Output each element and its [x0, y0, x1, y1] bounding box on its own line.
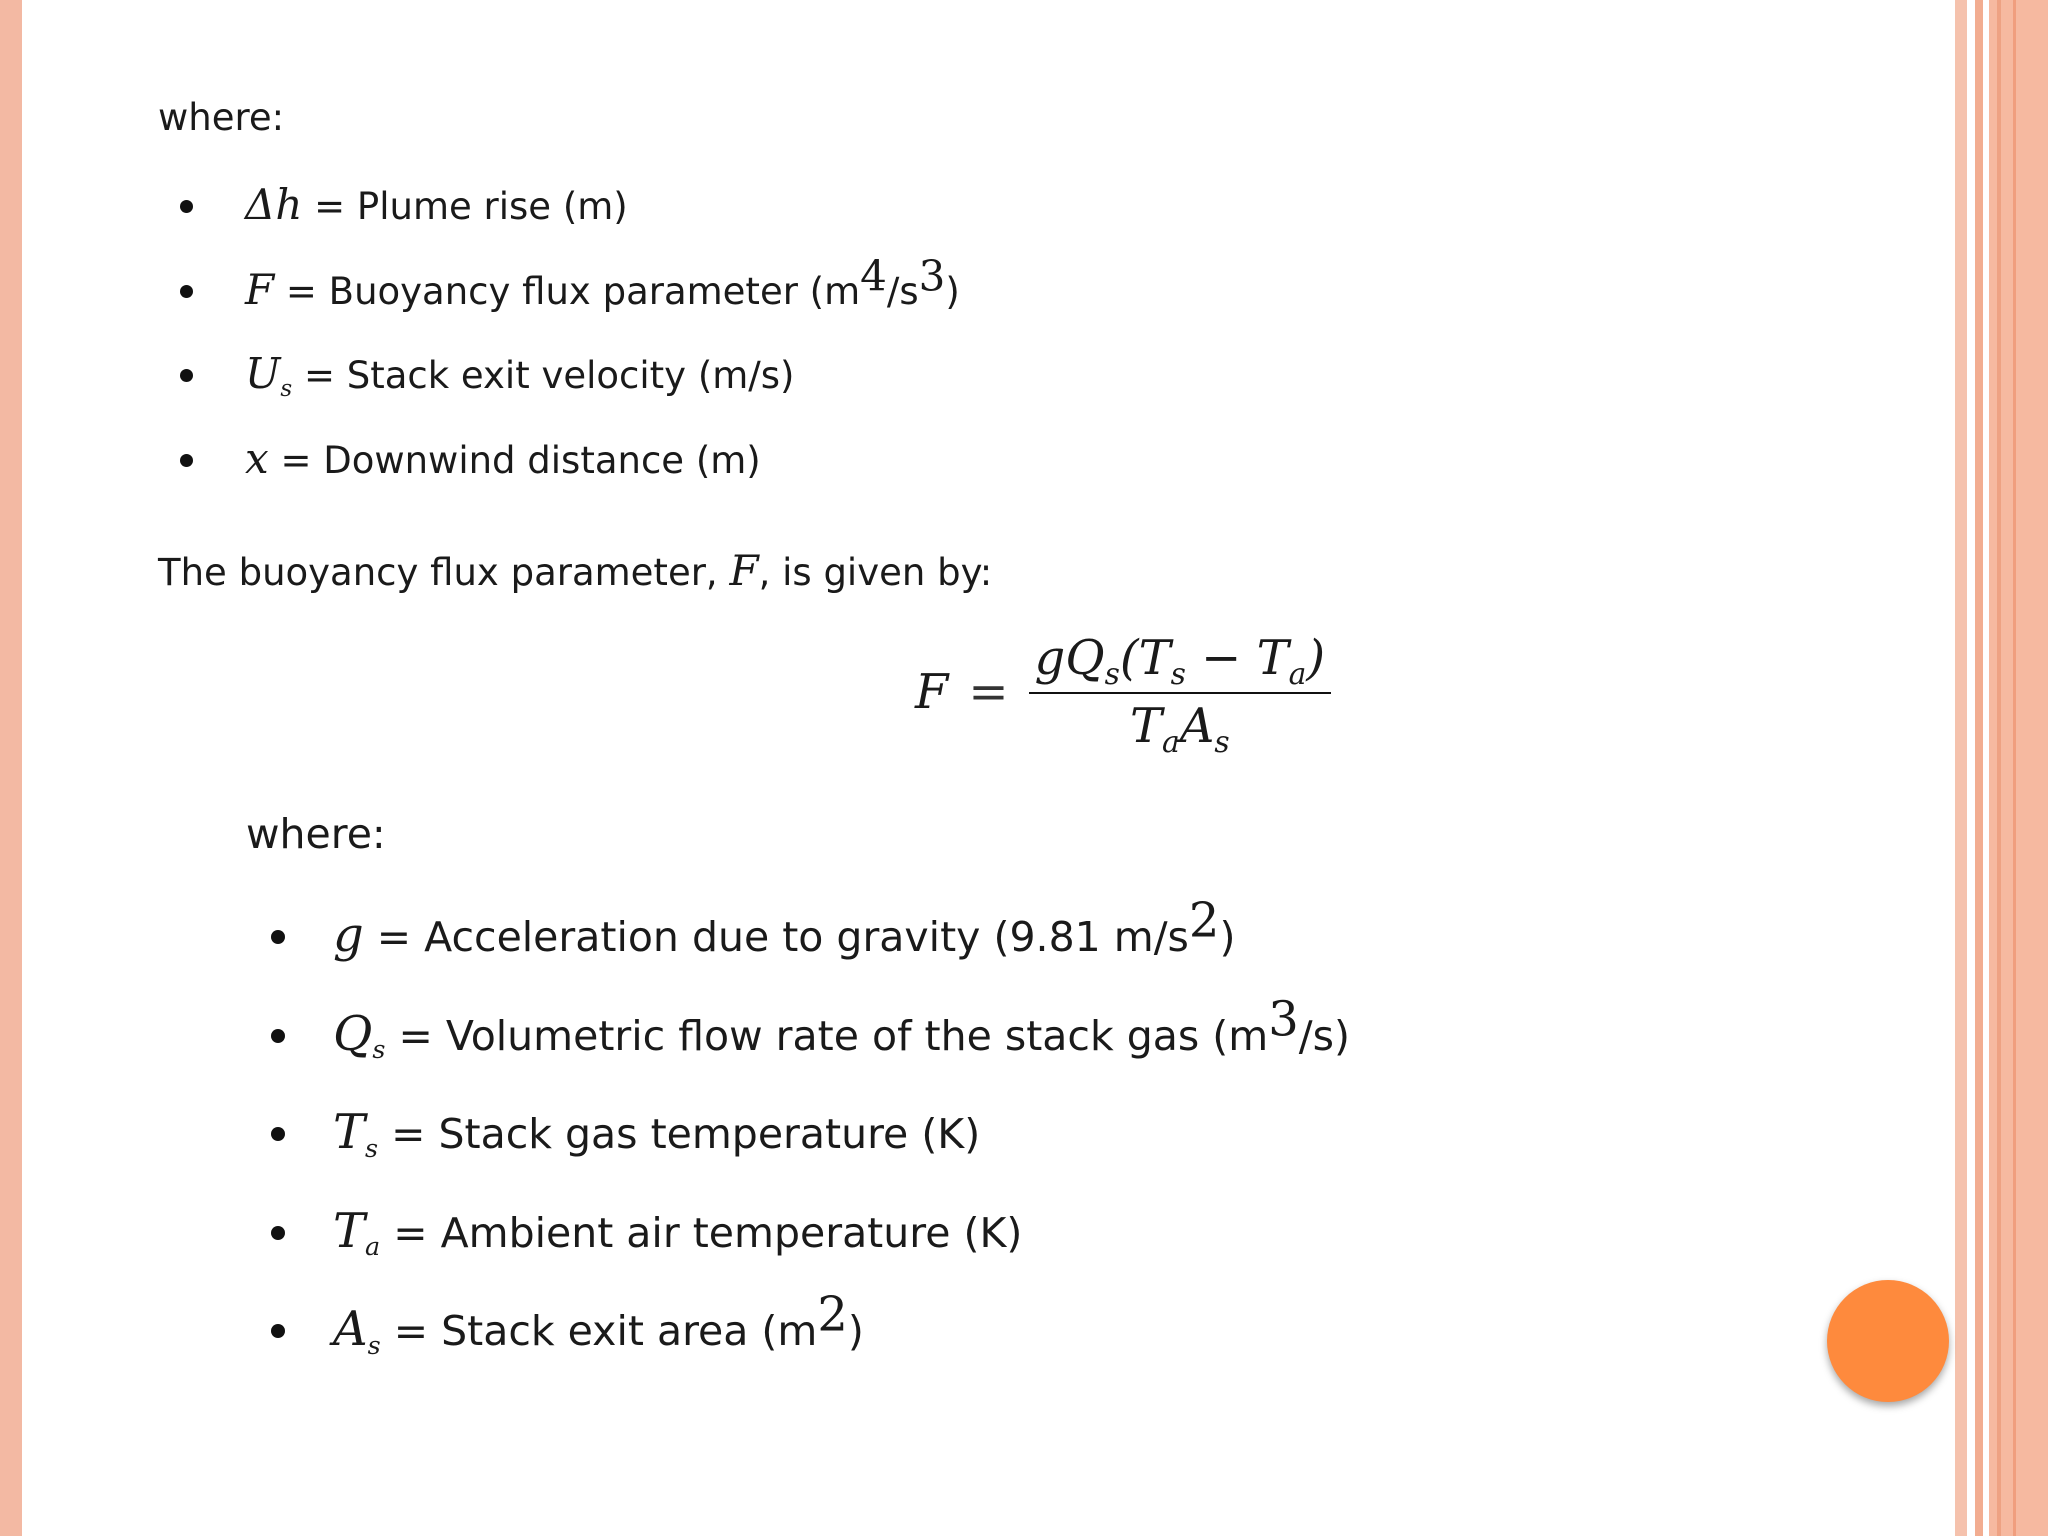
- variable-list-2: [333, 892, 1350, 1400]
- list-item-flow-rate: [333, 990, 1350, 1105]
- list-item-stack-temperature: [333, 1104, 1350, 1203]
- flux-sentence-before: The buoyancy flux parameter,: [158, 551, 730, 594]
- unit-close: ): [945, 269, 960, 313]
- list-item-plume-rise: [245, 180, 960, 265]
- bullet-icon: [180, 369, 193, 382]
- definition-flow-rate: = Volumetric flow rate of the stack gas (m: [385, 1011, 1269, 1060]
- symbol-f-inline: F: [729, 546, 759, 595]
- bullet-icon: [271, 1029, 285, 1043]
- symbol-a: A: [333, 1301, 368, 1357]
- bullet-icon: [271, 1226, 285, 1240]
- buoyancy-flux-formula: [915, 630, 1331, 761]
- formula-numerator: $gQ_s(T_s - T_a)$: [1029, 630, 1332, 694]
- definition-gravity: = Acceleration due to gravity (9.81 m/s: [363, 913, 1189, 961]
- list-item-exit-area: [333, 1286, 1350, 1400]
- subscript: s: [280, 376, 293, 403]
- definition-downwind-distance: = Downwind distance (m): [268, 438, 761, 482]
- right-border-decoration: [1955, 0, 2048, 1536]
- bullet-icon: [271, 1127, 285, 1141]
- exponent: 4: [860, 251, 887, 301]
- unit-close: ): [847, 1307, 864, 1355]
- definition-plume-rise: = Plume rise (m): [302, 185, 628, 228]
- unit-close: ): [1219, 913, 1236, 961]
- variable-list-1: [245, 180, 960, 518]
- formula-lhs: F: [915, 664, 949, 720]
- subscript: s: [367, 1329, 381, 1360]
- left-border-decoration: [0, 0, 22, 1536]
- symbol-g: g: [333, 907, 364, 963]
- subscript: a: [365, 1231, 381, 1262]
- definition-exit-area: = Stack exit area (m: [380, 1307, 818, 1355]
- flux-sentence-after: , is given by:: [758, 551, 993, 594]
- subscript: s: [372, 1034, 386, 1065]
- unit-text: /s: [886, 269, 919, 313]
- formula-fraction: [1029, 630, 1332, 761]
- bullet-icon: [180, 285, 193, 298]
- definition-stack-temperature: = Stack gas temperature (K): [378, 1110, 981, 1158]
- where-heading-2: where:: [246, 810, 386, 858]
- definition-buoyancy-flux: = Buoyancy flux parameter (m: [274, 269, 861, 313]
- unit-close: /s): [1298, 1011, 1350, 1060]
- symbol-t: T: [333, 1104, 366, 1160]
- bullet-icon: [180, 454, 193, 467]
- orange-circle-button[interactable]: [1827, 1280, 1949, 1402]
- list-item-buoyancy-flux: [245, 251, 960, 350]
- symbol-f: F: [245, 264, 275, 314]
- formula-denominator: $T_aA_s$: [1129, 698, 1230, 761]
- bullet-icon: [180, 200, 193, 213]
- exponent: 2: [1188, 892, 1220, 949]
- bullet-icon: [271, 1324, 285, 1338]
- formula-equals: =: [968, 664, 1009, 720]
- where-heading-1: where:: [158, 96, 285, 139]
- subscript: s: [365, 1132, 379, 1163]
- exponent: 3: [1268, 990, 1299, 1047]
- list-item-downwind-distance: [245, 434, 960, 519]
- exponent: 3: [918, 251, 946, 301]
- bullet-icon: [271, 930, 285, 944]
- symbol-x: x: [245, 433, 269, 483]
- symbol-q: Q: [333, 1005, 373, 1062]
- list-item-gravity: [333, 892, 1350, 1006]
- symbol-u: U: [245, 349, 281, 398]
- flux-sentence: [158, 546, 992, 595]
- list-item-exit-velocity: [245, 349, 960, 434]
- symbol-delta-h: Δh: [245, 180, 303, 229]
- definition-ambient-temperature: = Ambient air temperature (K): [380, 1208, 1023, 1257]
- definition-exit-velocity: = Stack exit velocity (m/s): [292, 354, 795, 397]
- symbol-t: T: [333, 1202, 366, 1259]
- exponent: 2: [817, 1286, 848, 1343]
